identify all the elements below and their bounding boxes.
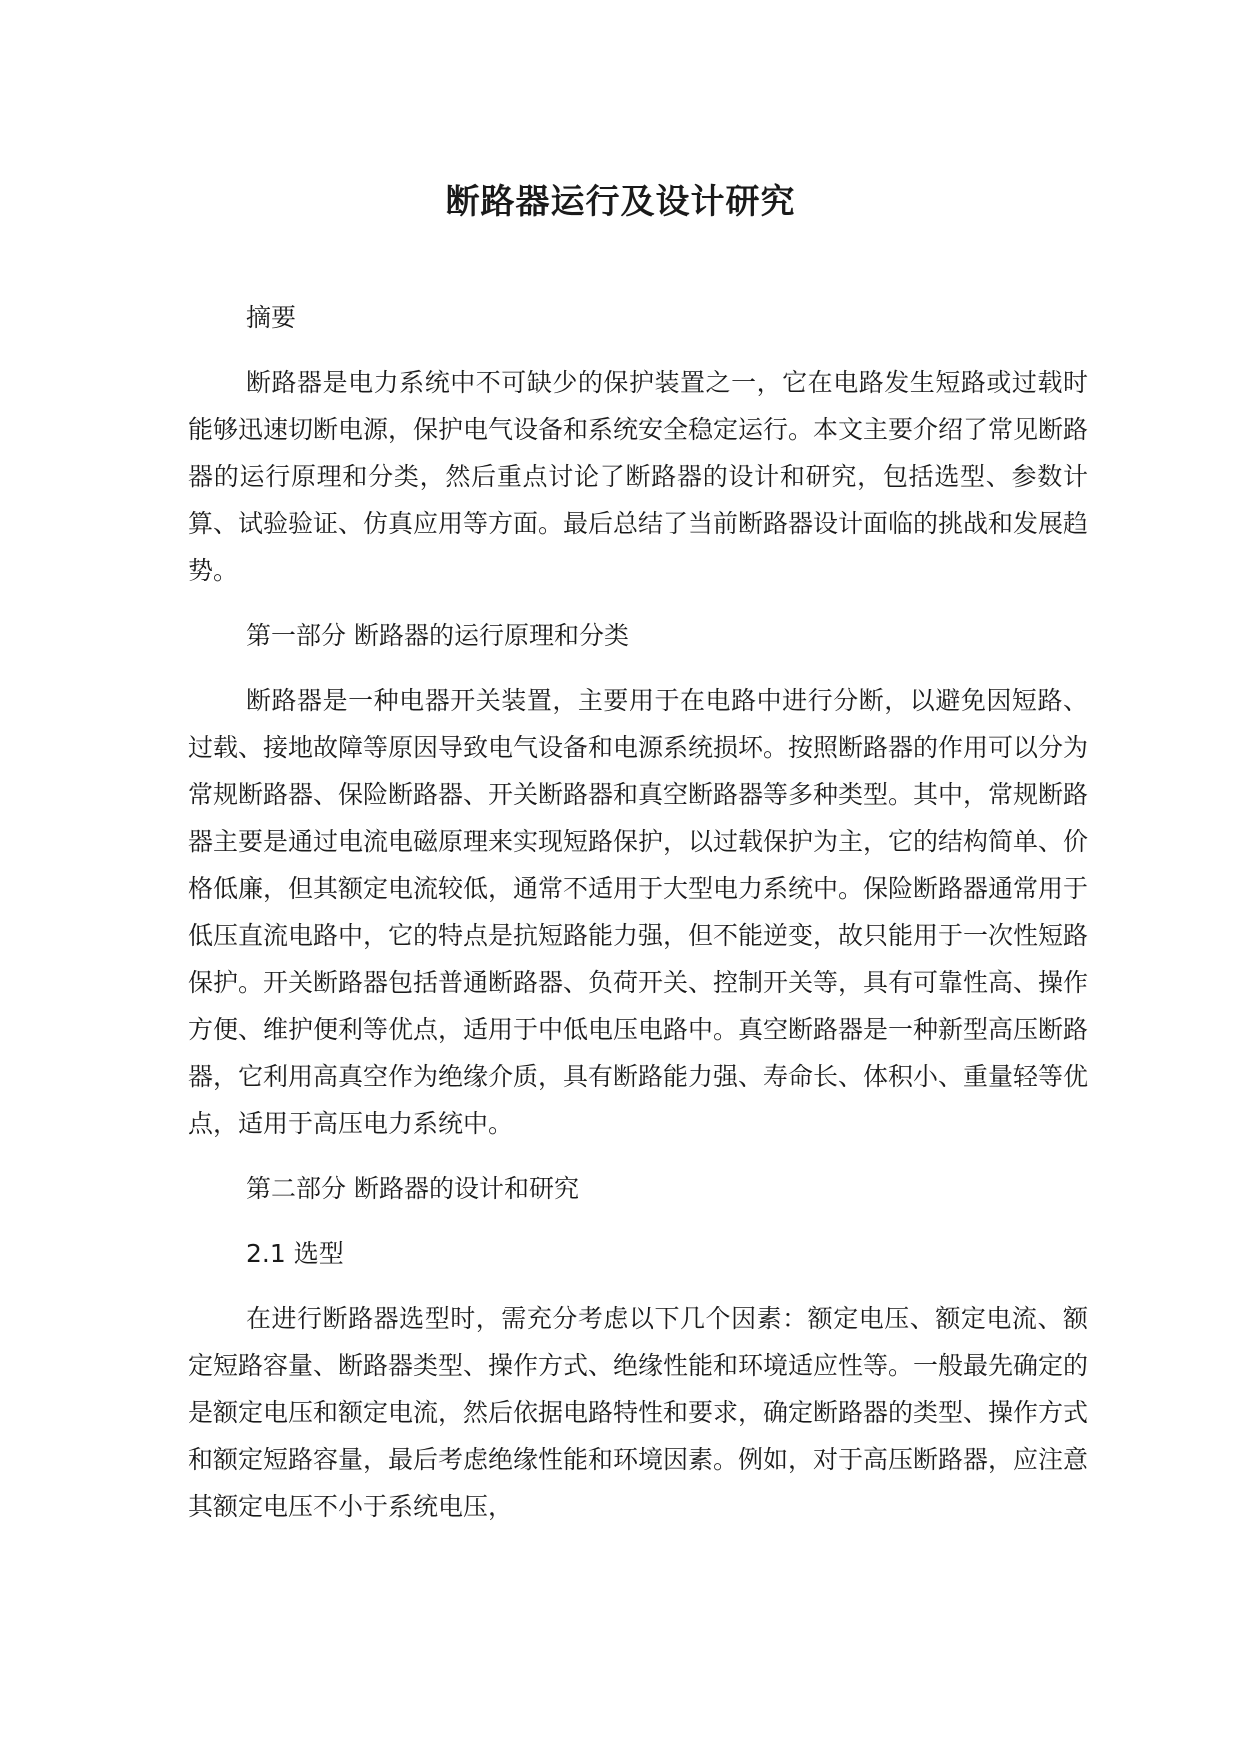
document-body <box>188 294 1088 1548</box>
abstract-paragraph: 断路器是电力系统中不可缺少的保护装置之一，它在电路发生短路或过载时能够迅速切断电源，保护电气设备和系统安全稳定运行。本文主要介绍了常见断路器的运行原理和分类，然后重点讨论了断路器的设计和研究，包括选型、参数计算、试验验证、仿真应用等方面。最后总结了当前断路器设计面临的挑战和发展趋势。 <box>188 368 1089 585</box>
subsection-heading-selection: 2.1 选型 <box>246 1239 344 1268</box>
section-heading-part-one: 第一部分 断路器的运行原理和分类 <box>246 621 629 650</box>
part-one-paragraph: 断路器是一种电器开关装置，主要用于在电路中进行分断，以避免因短路、过载、接地故障等原因导致电气设备和电源系统损坏。按照断路器的作用可以分为常规断路器、保险断路器、开关断路器和真空断路器等多种类型。其中，常规断路器主要是通过电流电磁原理来实现短路保护，以过载保护为主，它的结构简单、价格低廉，但其额定电流较低，通常不适用于大型电力系统中。保险断路器通常用于低压直流电路中，它的特点是抗短路能力强，但不能逆变，故只能用于一次性短路保护。开关断路器包括普通断路器、负荷开关、控制开关等，具有可靠性高、操作方便、维护便利等优点，适用于中低电压电路中。真空断路器是一种新型高压断路器，它利用高真空作为绝缘介质，具有断路能力强、寿命长、体积小、重量轻等优点，适用于高压电力系统中。 <box>188 686 1089 1138</box>
section-heading-part-two: 第二部分 断路器的设计和研究 <box>246 1174 579 1203</box>
document-title: 断路器运行及设计研究 <box>445 182 796 222</box>
section-heading-abstract: 摘要 <box>246 303 297 332</box>
selection-paragraph: 在进行断路器选型时，需充分考虑以下几个因素：额定电压、额定电流、额定短路容量、断路器类型、操作方式、绝缘性能和环境适应性等。一般最先确定的是额定电压和额定电流，然后依据电路特性和要求，确定断路器的类型、操作方式和额定短路容量，最后考虑绝缘性能和环境因素。例如，对于高压断路器，应注意其额定电压不小于系统电压， <box>188 1304 1089 1521</box>
